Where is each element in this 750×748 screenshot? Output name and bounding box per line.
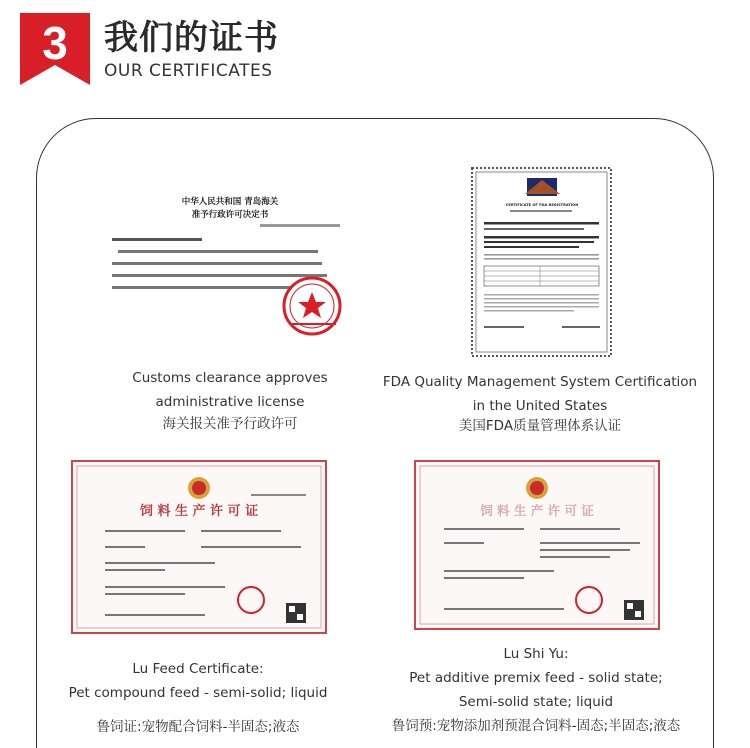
caption-zh: 鲁饲证:宠物配合饲料-半固态;液态	[96, 719, 300, 735]
doc-title: 饲 料 生 产 许 可 证	[480, 503, 594, 518]
caption-zh: 海关报关准予行政许可	[162, 416, 298, 432]
certificate-image-fda[interactable]	[470, 166, 613, 358]
caption-en-line-3: Semi-solid state; liquid	[458, 694, 614, 710]
caption-zh: 鲁饲预:宠物添加剂预混合饲料-固态;半固态;液态	[391, 718, 681, 734]
caption-en-line-2: Pet compound feed - semi-solid; liquid	[68, 685, 328, 701]
doc-title-line-2: 准予行政许可决定书	[191, 210, 269, 220]
doc-title: 饲 料 生 产 许 可 证	[139, 504, 259, 519]
caption-en-line-1: Lu Shi Yu:	[503, 646, 569, 662]
certificate-image-feed-license[interactable]	[71, 460, 327, 634]
caption-en-line-2: in the United States	[472, 398, 608, 414]
doc-title-line-1: 中华人民共和国 青岛海关	[181, 197, 279, 207]
caption-en-line-1: Customs clearance approves	[132, 370, 328, 386]
caption-en-line-2: Pet additive premix feed - solid state;	[409, 670, 663, 686]
caption-en-line-1: FDA Quality Management System Certification	[382, 374, 698, 390]
caption-feed-license	[48, 657, 348, 739]
doc-heading: CERTIFICATE OF FDA REGISTRATION	[505, 203, 579, 207]
section-number-badge	[20, 13, 90, 85]
caption-zh: 美国FDA质量管理体系认证	[458, 418, 622, 434]
certificate-image-premix-license[interactable]	[414, 460, 660, 630]
section-number: 3	[42, 17, 68, 69]
caption-en-line-2: administrative license	[155, 394, 305, 410]
caption-customs	[80, 366, 380, 434]
caption-en-line-1: Lu Feed Certificate:	[132, 661, 264, 677]
section-title-zh: 我们的证书	[104, 18, 279, 58]
caption-premix-license	[376, 642, 696, 738]
section-title-en: OUR CERTIFICATES	[104, 61, 273, 81]
certificate-image-customs[interactable]	[100, 186, 360, 356]
caption-fda	[380, 370, 700, 434]
